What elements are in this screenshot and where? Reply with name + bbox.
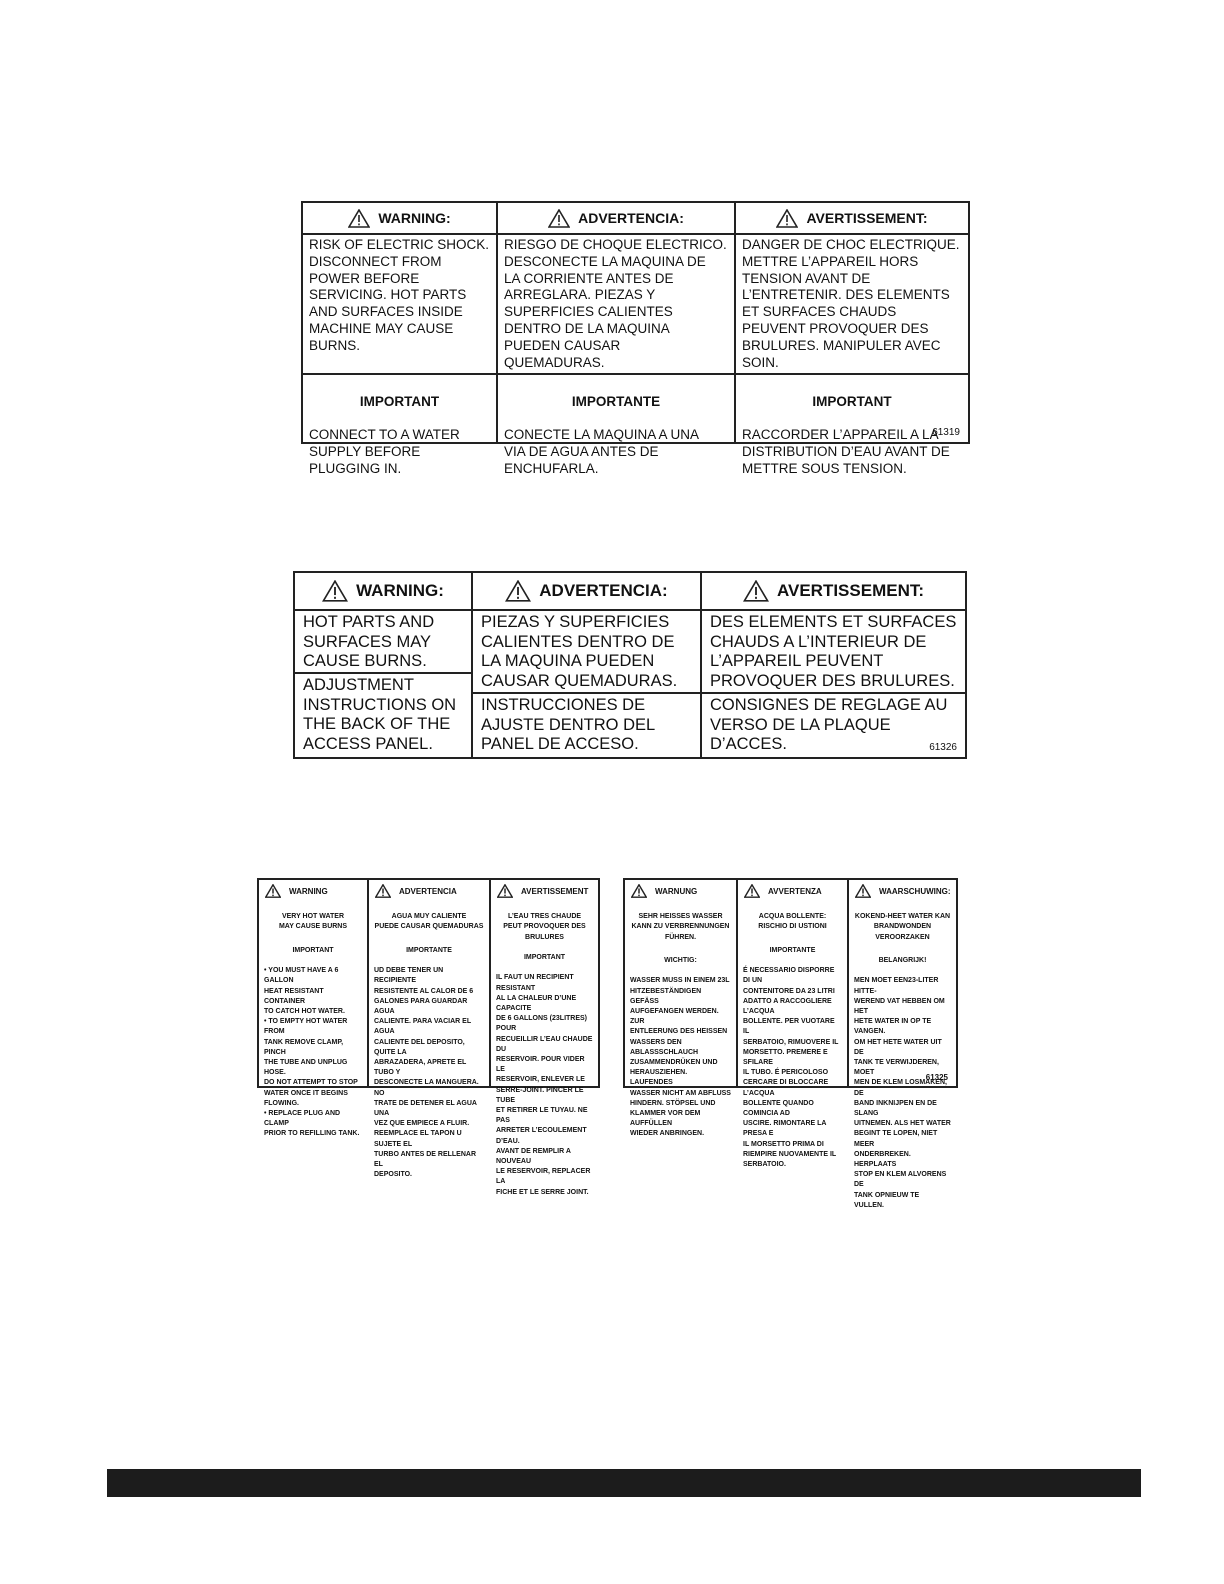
label-code: 61319 (932, 427, 960, 438)
warning-triangle-icon (631, 884, 647, 898)
label-columns (259, 880, 598, 1196)
label-columns (625, 880, 956, 1209)
label-header-row (295, 573, 965, 611)
important-heading: IMPORTANTE (571, 393, 661, 409)
heading-text: WARNUNG (655, 886, 698, 896)
column-body (259, 902, 367, 1140)
body-column-fr (702, 611, 965, 757)
label-code: 61325 (925, 1073, 948, 1082)
heading-text: ADVERTENCIA: (539, 581, 668, 600)
heading-text: AVERTISSEMENT: (806, 210, 928, 226)
label-61319 (301, 201, 970, 476)
intro-text: L’EAU TRES CHAUDE PEUT PROVOQUER DES BRULURES (503, 913, 586, 941)
footer-bar (107, 1469, 1141, 1497)
warning-triangle-icon (348, 209, 370, 228)
column-body (625, 902, 736, 1140)
intro-text: AGUA MUY CALIENTE PUEDE CAUSAR QUEMADURAS (374, 913, 484, 931)
column-body (369, 902, 489, 1180)
body-text: IL FAUT UN RECIPIENT RESISTANT AL LA CHALEUR D’UNE CAPACITE DE 6 GALLONS (23LITRES) POUR RECUEILLIR L’EAU CHAUDE DU RESERVOIR. POUR VIDER LE RESERVOIR, ENLEVER LE SERRE-JOINT. PINCER LE TUBE ET RETIRER LE TUYAU. NE PAS ARRETER L’ECOULEMENT D’EAU. AVANT DE REMPLIR A NOUVEAU LE RESERVOIR, REPLACER LA FICHE ET LE SERRE JOINT. (496, 974, 593, 1196)
label-61325 (623, 878, 958, 1209)
column-heading (849, 880, 956, 902)
warning-text-es: PIEZAS Y SUPERFICIES CALIENTES DENTRO DE LA MAQUINA PUEDEN CAUSAR QUEMADURAS. (473, 611, 700, 694)
heading-text: WARNING (289, 886, 328, 896)
heading-text: WARNING: (378, 210, 451, 226)
body-text: UD DEBE TENER UN RECIPIENTE RESISTENTE AL CALOR DE 6 GALONES PARA GUARDAR AGUA CALIENTE. PARA VACIAR EL AGUA CALIENTE DEL DEPOSITO, QUITE LA ABRAZADERA, APRETE EL TUBO Y DESCONECTE LA MANGUERA. NO TRATE DE DETENER EL AGUA UNA VEZ QUE EMPIECE A FLUIR. REEMPLACE EL TAPON U SUJETE EL TURBO ANTES DE RELLENAR EL DEPOSITO. (374, 967, 479, 1179)
column-body (849, 902, 956, 1211)
column-de (625, 880, 738, 1138)
label-body-row (295, 611, 965, 757)
column-heading (259, 880, 367, 902)
column-heading (491, 880, 598, 902)
instructions-text-es: INSTRUCCIONES DE AJUSTE DENTRO DEL PANEL DE ACCESO. (481, 696, 656, 753)
important-text: CONNECT TO A WATER SUPPLY BEFORE PLUGGING IN. (309, 427, 460, 476)
warning-text-es: RIESGO DE CHOQUE ELECTRICO. DESCONECTE LA MAQUINA DE LA CORRIENTE ANTES DE ARREGLARA. PIEZAS Y SUPERFICIES CALIENTES DENTRO DE LA MAQUINA PUEDEN CAUSAR QUEMADURAS. (498, 235, 736, 373)
column-heading-es (498, 203, 736, 235)
body-column-es (473, 611, 702, 757)
important-heading: IMPORTANT (812, 393, 892, 409)
label-61326 (293, 571, 967, 759)
intro-text: SEHR HEISSES WASSER KANN ZU VERBRENNUNGEN FÜHREN. (631, 913, 730, 941)
column-heading-fr (702, 573, 965, 611)
intro-text: ACQUA BOLLENTE: RISCHIO DI USTIONI (758, 913, 827, 931)
column-fr (491, 880, 598, 1196)
warning-text-fr: DES ELEMENTS ET SURFACES CHAUDS A L’INTERIEUR DE L’APPAREIL PEUVENT PROVOQUER DES BRULURES. (702, 611, 965, 694)
column-heading-en (303, 203, 498, 235)
important-heading: WICHTIG: (664, 957, 697, 965)
column-body (738, 902, 847, 1170)
column-es (369, 880, 491, 1179)
warning-text-en: RISK OF ELECTRIC SHOCK. DISCONNECT FROM POWER BEFORE SERVICING. HOT PARTS AND SURFACES INSIDE MACHINE MAY CAUSE BURNS. (303, 235, 498, 373)
column-nl (849, 880, 956, 1209)
warning-triangle-icon (548, 209, 570, 228)
important-row (303, 375, 968, 476)
column-en (259, 880, 369, 1138)
intro-text: VERY HOT WATER MAY CAUSE BURNS (278, 913, 348, 931)
column-heading (625, 880, 736, 902)
body-column-en (295, 611, 473, 757)
heading-text: AVERTISSEMENT: (776, 581, 925, 600)
intro-text: KOKEND-HEET WATER KAN BRANDWONDEN VEROORZAKEN (854, 913, 951, 941)
body-text: É NECESSARIO DISPORRE DI UN CONTENITORE DA 23 LITRI ADATTO A RACCOGLIERE L’ACQUA BOLLENTE. PER VUOTARE IL SERBATOIO, RIMUOVERE IL MORSETTO. PREMERE E SFILARE IL TUBO. É PERICOLOSO CERCARE DI BLOCCARE L’ACQUA BOLLENTE QUANDO COMINCIA AD USCIRE. RIMONTARE LA PRESA E IL MORSETTO PRIMA DI RIEMPIRE NUOVAMENTE IL SERBATOIO. (743, 967, 839, 1169)
important-text: RACCORDER L’APPAREIL A LA DISTRIBUTION D’EAU AVANT DE METTRE SOUS TENSION. (742, 427, 950, 476)
heading-text: AVERTISSEMENT (521, 886, 589, 896)
warning-triangle-icon (375, 884, 391, 898)
label-header-row (303, 203, 968, 235)
heading-text: AVVERTENZA (768, 886, 822, 896)
warning-text-row (303, 235, 968, 375)
column-heading-es (473, 573, 702, 611)
instructions-text-fr: CONSIGNES DE REGLAGE AU VERSO DE LA PLAQUE D’ACCES. (710, 696, 948, 753)
warning-triangle-icon (744, 884, 760, 898)
important-heading: IMPORTANTE (406, 946, 452, 954)
warning-triangle-icon (497, 884, 513, 898)
warning-triangle-icon (776, 209, 798, 228)
important-block-es (498, 375, 736, 476)
warning-triangle-icon (322, 580, 348, 602)
column-heading-fr (736, 203, 968, 235)
important-block-en (303, 375, 498, 476)
body-text: • YOU MUST HAVE A 6 GALLON HEAT RESISTANT CONTAINER TO CATCH HOT WATER. • TO EMPTY HOT WATER FROM TANK REMOVE CLAMP, PINCH THE TUBE AND UNPLUG HOSE. DO NOT ATTEMPT TO STOP WATER ONCE IT BEGINS FLOWING. • REPLACE PLUG AND CLAMP PRIOR TO REFILLING TANK. (264, 967, 360, 1138)
column-it (738, 880, 849, 1169)
column-body (491, 902, 598, 1198)
heading-text: ADVERTENCIA (399, 886, 457, 896)
column-heading (369, 880, 489, 902)
label-code: 61326 (929, 742, 957, 753)
important-heading: IMPORTANTE (769, 946, 816, 954)
important-heading: IMPORTANT (359, 393, 440, 409)
instructions-text-en: ADJUSTMENT INSTRUCTIONS ON THE BACK OF THE ACCESS PANEL. (303, 676, 457, 753)
heading-text: WARNING: (356, 581, 444, 600)
body-text: MEN MOET EEN23-LITER HITTE- WEREND VAT HEBBEN OM HET HETE WATER IN OP TE VANGEN. OM HET HETE WATER UIT DE TANK TE VERWIJDEREN, MOET MEN DE KLEM LOSMAKEN, DE BAND INKNIJPEN EN DE SLANG UITNEMEN. ALS HET WATER BEGINT TE LOPEN, NIET MEER ONDERBREKEN. HERPLAATS STOP EN KLEM ALVORENS DE TANK OPNIEUW TE VULLEN. (854, 977, 951, 1209)
warning-triangle-icon (743, 580, 769, 602)
warning-triangle-icon (265, 884, 281, 898)
column-heading-en (295, 573, 473, 611)
column-heading (738, 880, 847, 902)
warning-triangle-icon (505, 580, 531, 602)
important-heading: BELANGRIJK! (878, 957, 927, 965)
important-heading: IMPORTANT (292, 946, 334, 954)
important-heading: IMPORTANT (523, 954, 566, 962)
body-text: WASSER MUSS IN EINEM 23L HITZEBESTÄNDIGEN GEFÄSS AUFGEFANGEN WERDEN. ZUR ENTLEERUNG DES HEISSEN WASSERS DEN ABLASSSCHLAUCH ZUSAMMENDRÜKEN UND HERAUSZIEHEN. LAUFENDES WASSER NICHT AM ABFLUSS HINDERN. STÖPSEL UND KLAMMER VOR DEM AUFFÜLLEN WIEDER ANBRINGEN. (630, 977, 731, 1138)
heading-text: WAARSCHUWING: (879, 886, 951, 896)
label-hot-water-en-es-fr (257, 878, 600, 1196)
heading-text: ADVERTENCIA: (578, 210, 684, 226)
warning-text-fr: DANGER DE CHOC ELECTRIQUE. METTRE L’APPAREIL HORS TENSION AVANT DE L’ENTRETENIR. DES ELEMENTS ET SURFACES CHAUDS PEUVENT PROVOQUER DES BRULURES. MANIPULER AVEC SOIN. (742, 237, 960, 370)
important-text: CONECTE LA MAQUINA A UNA VIA DE AGUA ANTES DE ENCHUFARLA. (504, 427, 700, 476)
warning-text-en: HOT PARTS AND SURFACES MAY CAUSE BURNS. (295, 611, 471, 674)
warning-triangle-icon (855, 884, 871, 898)
